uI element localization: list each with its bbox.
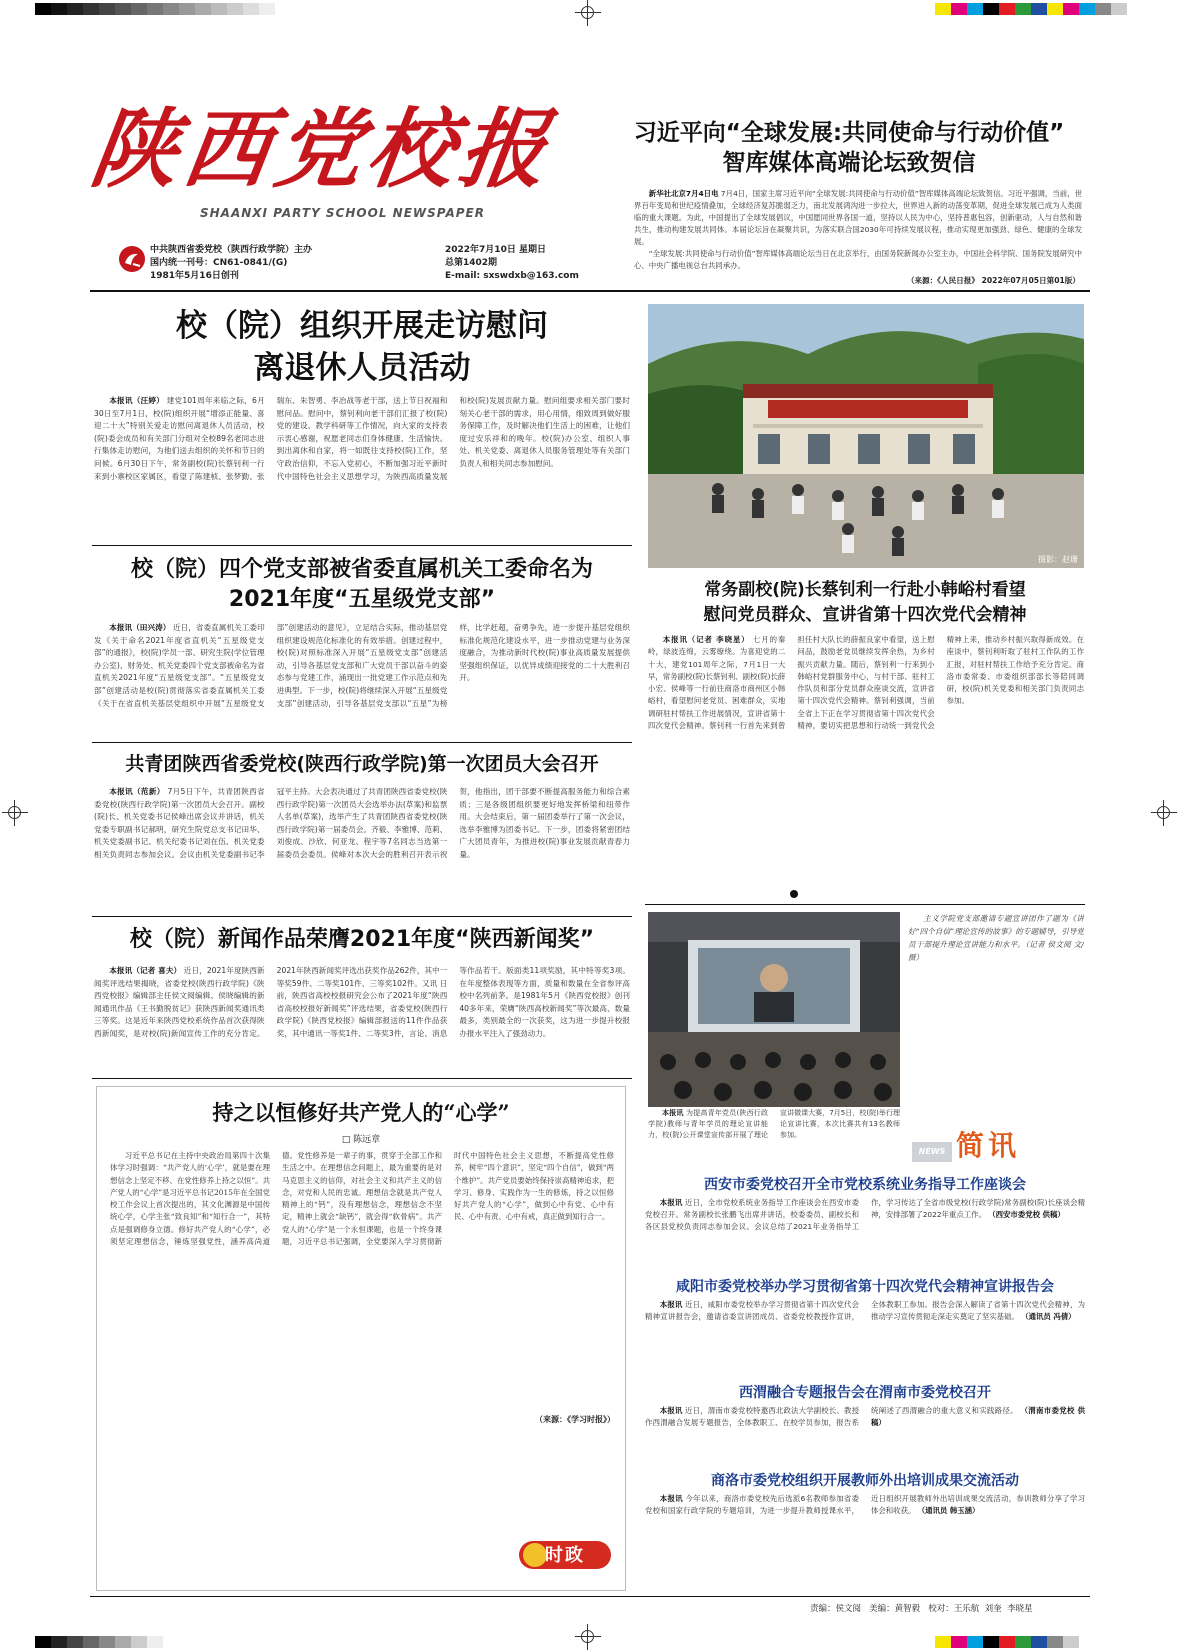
article-3-headline: 共青团陕西省委党校(陕西行政学院)第一次团员大会召开 xyxy=(125,753,599,775)
brief-item: 西安市委党校召开全市党校系统业务指导工作座谈会 本报讯 近日，全市党校系统业务指导工作座谈会在西安市委党校召开。常务副校长张鹏飞出席并讲话，校委委员、副校长和各区县党校负责同志参加会议。会议总结了2021年业务指导工作，学习传达了全省市级党校(行政学院)常务副校(院)长座谈会精神，安排部署了2022年重点工作。 （西安市委党校 供稿） xyxy=(645,1177,1085,1231)
brief-item: 商洛市委党校组织开展教师外出培训成果交流活动 本报讯 今年以来，商洛市委党校先后选派6名教师参加省委党校和国家行政学院的专题培训，为进一步提升教师授课水平，近日组织开展教师外出培训成果交流活动，参训教师分享了学习体会和收获。 （通讯员 韩玉涵） xyxy=(645,1473,1085,1515)
essay-headline: 持之以恒修好共产党人的“心学” xyxy=(212,1100,510,1125)
article-4-headline: 常务副校(院)长蔡钊利一行赴小韩峪村看望 慰问党员群众、宣讲省第十四次党代会精神 xyxy=(703,580,1027,625)
article-1-body: 本报讯（汪婷） 建党101周年来临之际，6月30日至7月1日，校(院)组织开展“增添正能量、喜迎二十大”特别关爱走访慰问离退休人员活动，校(院)委会成员和有关部门分组对全校89名老同志进行集体走访慰问，为他们送去组织的关怀和节日的问候。6月30日下午，常务副校(院)长蔡钊利一行来到小寨校区家属区，看望了陈建桢、张梦勤、张瑞东、朱智勇、李冶战等老干部，送上节日祝福和慰问品。慰问中，蔡钊利向老干部们汇报了校(院)党的建设、教学科研等工作情况，向大家的支持表示衷心感谢，祝愿老同志们身体健康、生活愉快。到出离休和自家，将一如既往支持校(院)工作，坚守政治信仰，不忘入党初心，不断加强习近平新时代中国特色社会主义思想学习，为陕西高质量发展和校(院)发展贡献力量。慰问组要求相关部门要时刻关心老干部的需求，用心用情，细致周到做好服务保障工作，及时解决他们生活上的困难，让他们度过安乐祥和的晚年。校(院)办公室、组织人事处、机关党委、离退休人员服务管理处等有关部门负责人和相关同志参加慰问。 xyxy=(94,396,630,481)
shizheng-logo xyxy=(515,1535,615,1575)
issue-number: 总第1402期 xyxy=(445,258,498,268)
brief-item: 咸阳市委党校举办学习贯彻省第十四次党代会精神宣讲报告会 本报讯 近日，咸阳市委党校举办学习贯彻省第十四次党代会精神宣讲报告会，邀请省委宣讲团成员、省委党校教授作宣讲，全体教职工参加。报告会深入解读了省第十四次党代会精神，为推动学习宣传贯彻走深走实奠定了坚实基础。 （通讯员 冯倩） xyxy=(645,1279,1085,1321)
lecture-photo-caption: 本报讯 为提高青年党员(陕西行政学院)教师与青年学员的理论宣讲能力，校(院)公开课堂宣传部开展了理论宣讲微课大赛，7月5日，校(院)举行理论宣讲比赛，本次比赛共有13名教师参加。 xyxy=(648,1109,900,1139)
top-story-body: 新华社北京7月4日电 7月4日，国家主席习近平向“全球发展:共同使命与行动价值”智库媒体高端论坛致贺信。习近平强调，当前，世界百年变局和世纪疫情叠加，全球经济复苏脆弱乏力，南北发展鸿沟进一步拉大，世界进入新的动荡变革期，促进全球发展已成为人类面临的重大课题。为此，中国提出了全球发展倡议，中国愿同世界各国一道，坚持以人民为中心，坚持普惠包容，创新驱动，人与自然和谐共生，推动构建发展共同体。本届论坛旨在凝聚共识，为落实联合国2030年可持续发展议程，推动实现更加强劲、绿色、健康的全球发展。 “全球发展:共同使命与行动价值”智库媒体高端论坛当日在北京举行，由国务院新闻办公室主办，中国社会科学院、国务院发展研究中心、中央广播电视总台共同承办。 xyxy=(634,189,1082,270)
village-visit-photo xyxy=(648,304,1084,568)
cmyk-color-bar-bottom xyxy=(935,1636,1079,1648)
essay-author: □ 陈远章 xyxy=(341,1135,381,1145)
masthead xyxy=(84,99,612,210)
news-label: NEWS xyxy=(912,1142,952,1162)
article-2-body: 本报讯（田兴涛） 近日，省委直属机关工委印发《关于命名2021年度省直机关“五星级党支部”的通报》，校(院)学员一部、研究生院(学位管理办公室)、财务处、机关党委四个党支部被命名为省直机关2021年度“五星级党支部”。“五星级党支部”创建活动是校(院)贯彻落实省委直属机关工委《关于在省直机关基层党组织中开展“五星级党支部”创建活动的意见》，立足结合实际，推动基层党组织建设规范化标准化的有效举措。创建过程中，校(院)对照标准深入开展“五星级党支部”创建活动，引导各基层党支部和广大党员干部以奋斗的姿态参与党建工作，涌现出一批党建工作示范点和先进典型。下一步，校(院)将继续深入开展“五星级党支部”创建活动，引导各基层党支部以“五星”为榜样，比学赶超，奋勇争先，进一步提升基层党组织标准化规范化建设水平，进一步推动党建与业务深度融合，为推动新时代校(院)事业高质量发展提供坚强组织保证，以优异成绩迎接党的二十大胜利召开。 xyxy=(94,623,630,708)
lecture-photo xyxy=(648,912,900,1107)
issue-info xyxy=(445,244,579,283)
article-3-body: 本报讯（范新） 7月5日下午，共青团陕西省委党校(陕西行政学院)第一次团员大会召开。副校(院)长、机关党委书记侯峰出席会议并讲话，机关党委专职副书记郝明，研究生院党总支书记田华、机关党委副书记、机关纪委书记刘在伍、机关党委相关负责同志参加会议。会议由机关党委副书记李冠平主持。大会表决通过了共青团陕西省委党校(陕西行政学院)第一次团员大会选举办法(草案)和监票人名单(草案)，选举产生了共青团陕西省委党校(陕西行政学院)第一届委员会。齐毅、李雅博、范莉、刘俊成、沙欣、何亚龙、程宇等7名同志当选第一届委员会委员。侯峰对本次大会的胜利召开表示祝贺，他指出，团干部要不断提高服务能力和综合素质；三是各级团组织要更好地发挥桥梁和纽带作用。大会结束后，第一届团委举行了第一次会议，选举李雅博为团委书记。下一步，团委将紧密团结广大团员青年，为推进校(院)事业发展贡献青春力量。 xyxy=(94,787,630,859)
article-1-headline: 校（院）组织开展走访慰问 离退休人员活动 xyxy=(176,308,548,386)
registration-mark xyxy=(2,800,28,826)
masthead-title: 陕西党校报 xyxy=(84,99,560,200)
registration-mark xyxy=(575,0,601,26)
page-credits: 责编：侯文阅 美编：黄智毅 校对：王乐航 刘奎 李晓星 xyxy=(810,1604,1033,1614)
issue-date: 2022年7月10日 星期日 xyxy=(445,245,546,255)
brief-section-title: 简讯 xyxy=(956,1129,1021,1162)
publisher: 中共陕西省委党校（陕西行政学院）主办 xyxy=(150,245,313,255)
photo-credit: 摄影：赵珊 xyxy=(1038,555,1078,564)
registration-mark xyxy=(1151,800,1177,826)
top-story-headline: 习近平向“全球发展:共同使命与行动价值” 智库媒体高端论坛致贺信 xyxy=(633,120,1065,176)
sidebar-note: 主义学院党支部邀请专题宣讲团作了题为《讲好“四个自信”理论宣传的故事》的专题辅导，引导党员干部提升理论宣讲能力和水平。（记者 侯文阅 文/摄） xyxy=(908,914,1084,962)
article-5-body: 本报讯（记者 喜夫） 近日，2021年度陕西新闻奖评选结果揭晓，省委党校(陕西行政学院)《陕西党校报》编辑部主任侯文阅编辑、侯晓编辑的新闻通讯作品《王书勤脱贫记》获陕西新闻奖通讯类三等奖。这是近年来陕西党校系统作品首次获得陕西新闻奖，是对校(院)新闻宣传工作的充分肯定。2021年陕西新闻奖评选出获奖作品262件，其中一等奖59件、二等奖101件、三等奖102件。又讯 日前，陕西省高校校报研究会公布了2021年度“陕西省高校校报好新闻奖”评选结果，省委党校(陕西行政学院)《陕西党校报》编辑部报送的11件作品获奖，其中通讯一等奖1件、二等奖3件，言论、消息等作品若干。版面类11项奖励，其中特等奖3项。在年度整体表现等方面，质量和数量在全省参评高校中名列前茅。是1981年5月《陕西党校报》创刊40多年来，荣膺“陕西高校新闻奖”等次最高、数量最多，类别最全的一次获奖，这为进一步提升校报办报水平注入了强劲动力。 xyxy=(94,966,630,1038)
color-calibration-bar xyxy=(35,3,275,15)
shizheng-logo-text: 时政 xyxy=(545,1545,585,1566)
brief-section-header xyxy=(912,1128,1084,1166)
masthead-english: SHAANXI PARTY SCHOOL NEWSPAPER xyxy=(200,206,485,220)
article-4-body: 本报讯（记者 李晓星） 七月的秦岭，绿波连绵，云雾缭绕。为喜迎党的二十大，建党101周年之际，7月1日一大早，常务副校(院)长蔡钊利、副校(院)长薛小宏、侯峰等一行前往商洛市商州区小韩峪村，看望慰问老党员、困难群众，实地调研驻村帮扶工作进展情况，宣讲省第十四次党代会精神。蔡钊利一行首先来到曾担任村大队长的薛振良家中看望，送上慰问品，鼓励老党员继续发挥余热，为乡村振兴贡献力量。随后，蔡钊利一行来到小韩峪村党群服务中心，与村干部、驻村工作队员和部分党员群众座谈交流，宣讲省第十四次党代会精神。蔡钊利强调，当前全省上下正在学习贯彻省第十四次党代会精神，要切实把思想和行动统一到党代会精神上来，推动乡村振兴取得新成效。在座谈中，蔡钊利听取了驻村工作队的工作汇报，对驻村帮扶工作给予充分肯定。商洛市委常委、市委组织部部长等陪同调研，校(院)机关党委和相关部门负责同志参加。 xyxy=(648,635,1084,731)
article-2-headline: 校（院）四个党支部被省委直属机关工委命名为 2021年度“五星级党支部” xyxy=(130,557,593,612)
article-5-headline: 校（院）新闻作品荣膺2021年度“陕西新闻奖” xyxy=(129,927,595,952)
separator-dot xyxy=(790,890,798,898)
cn-number: 国内统一刊号：CN61-0841/(G) xyxy=(150,258,288,268)
masthead-info xyxy=(150,244,312,283)
brief-item: 西渭融合专题报告会在渭南市委党校召开 本报讯 近日，渭南市委党校特邀西北政法大学副校长、教授作西渭融合发展专题报告，全体教职工、在校学员参加，报告系统阐述了西渭融合的重大意义和实践路径。 （渭南市委党校 供稿） xyxy=(645,1385,1085,1427)
registration-mark xyxy=(575,1624,601,1650)
cmyk-color-bar xyxy=(935,3,1127,15)
essay-body: 习近平总书记在主持中央政治局第四十次集体学习时强调：“共产党人的‘心学’，就是要在理想信念上坚定不移、在党性修养上持之以恒”。共产党人的“心学”是习近平总书记2015年在全国党校工作会议上首次提出的，其文化渊源是中国传统心学，心学主张“致良知”和“知行合一”，其特点是强调修身立德。修好共产党人的“心学”，必须坚定理想信念，锤炼坚强党性，涵养高尚道德。党性修养是一辈子的事，贯穿于全部工作和生活之中。在理想信念问题上，最为重要的是对马克思主义的信仰，对社会主义和共产主义的信念，对党和人民的忠诚。理想信念就是共产党人精神上的“钙”，没有理想信念，理想信念不坚定，精神上就会“缺钙”，就会得“软骨病”。共产党人的“心学”是一个永恒课题，也是一个终身课题，习近平总书记强调，全党要深入学习贯彻新时代中国特色社会主义思想，不断提高党性修养，树牢“四个意识”，坚定“四个自信”，做到“两个维护”。共产党员要始终保持崇高精神追求，把学习、修身、实践作为一生的修炼，持之以恒修好共产党人的“心学”，做到心中有党、心中有民、心中有责、心中有戒，真正做到知行合一。 xyxy=(110,1151,614,1247)
color-calibration-bar-bottom xyxy=(35,1636,163,1648)
party-emblem-logo xyxy=(118,245,146,273)
email: E-mail: sxswdxb@163.com xyxy=(445,271,579,281)
top-story-source: （来源：《人民日报》 2022年07月05日第01版） xyxy=(906,276,1080,285)
essay-source: （来源：《学习时报》） xyxy=(535,1415,615,1424)
founded-date: 1981年5月16日创刊 xyxy=(150,271,239,281)
brief-list xyxy=(645,1175,1085,1555)
